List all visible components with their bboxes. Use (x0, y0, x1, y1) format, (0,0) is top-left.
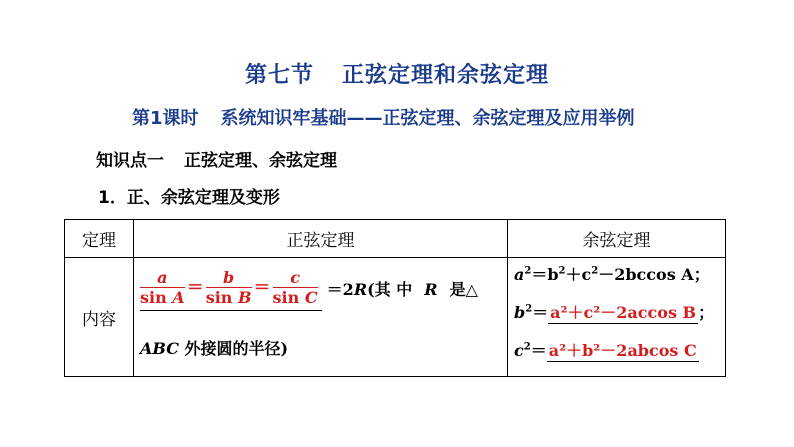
sine-law-formula (140, 268, 478, 311)
cosine-answer-c: a²＋b²－2abcos C (548, 341, 697, 360)
theorem-table (64, 219, 726, 377)
cosine-law-cell (508, 258, 726, 377)
fraction-a: $\frac{a}{\text{sin A}}$ (140, 268, 185, 307)
cosine-law-line-c: $c^2= a^2+b^2-2abcos$ C (514, 341, 697, 360)
cosine-law-line-b: $b^2= a^2+c^2-2accos$ B ； (514, 303, 715, 322)
row-label-content: 内容 (65, 258, 134, 377)
knowledge-point-name: 正弦定理、余弦定理 (184, 151, 337, 171)
sine-law-cell (134, 258, 508, 377)
knowledge-point-label: 知识点一 (96, 151, 164, 171)
page-title (0, 58, 794, 89)
fraction-b: $\frac{b}{\text{sin B}}$ (205, 268, 252, 307)
sine-law-note: ABC 外接圆的半径) (140, 339, 289, 358)
header-sine-law: 正弦定理 (134, 220, 508, 258)
header-cosine-law: 余弦定理 (508, 220, 726, 258)
lesson-number: 第1课时 (132, 108, 199, 129)
sub-heading: 1．正、余弦定理及变形 (98, 188, 280, 208)
fraction-c: $\frac{c}{\text{sin C}}$ (272, 268, 318, 307)
section-name: 正弦定理和余弦定理 (342, 63, 550, 88)
knowledge-point-heading (96, 146, 337, 171)
sine-law-blank: $\frac{a}{\text{sin A}}$ ＝ $\frac{b}{\text{sin B}}$ ＝ $\frac{c}{\text{sin C}}$ (140, 268, 322, 311)
header-theorem: 定理 (65, 220, 134, 258)
cosine-law-line-a: $a^2=b^2+c^2-2bccos$ A； (514, 265, 710, 284)
sine-law-rhs: ＝2R(其 中 R 是△ (326, 279, 478, 299)
section-number: 第七节 (244, 63, 314, 88)
lesson-subtitle (132, 104, 635, 130)
cosine-answer-b: a²＋c²－2accos B (550, 303, 697, 322)
lesson-topic: 系统知识牢基础——正弦定理、余弦定理及应用举例 (220, 108, 635, 129)
